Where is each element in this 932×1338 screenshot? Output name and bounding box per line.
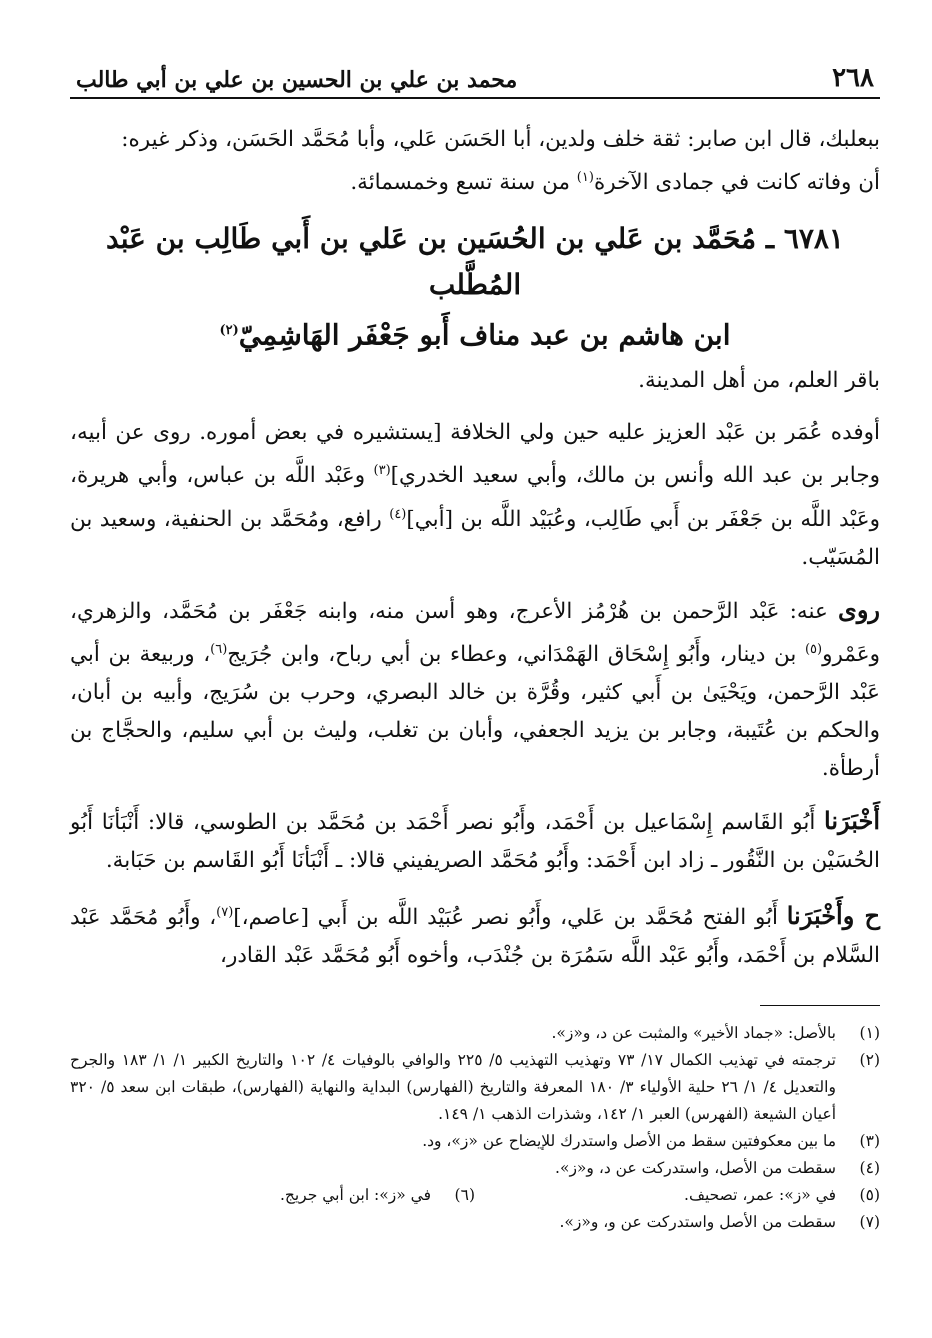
- text: وعَبْد اللَّه بن عباس، وأبي هريرة، وعَبْد اللَّه بن جَعْفَر بن أَبي طَالِب، وعُبَيْد اللَّه بن [أبي]: [70, 463, 880, 532]
- text: أن وفاته كانت في جمادى الآخرة: [593, 170, 880, 196]
- paragraph-4: [70, 591, 880, 788]
- text: ، وأَبُو مُحَمَّد عَبْد السَّلام بن أَحْمَد، وأَبُو عَبْد اللَّه سَمُرَة بن جُنْدَب، وأخوه أَبُو مُحَمَّد عَبْد القادر،: [70, 905, 880, 969]
- footnote-number: (٧): [859, 1213, 880, 1232]
- page-number: ٢٦٨: [832, 63, 874, 93]
- page-header: [70, 55, 880, 99]
- footnote-text: بالأصل: «جماد الأخير» والمثبت عن د، و«ز».: [551, 1024, 836, 1043]
- footnote-number: (٥): [859, 1186, 880, 1205]
- paragraph-2: [70, 362, 880, 400]
- footnote-number: (٣): [859, 1132, 880, 1151]
- text: ببعلبك، قال ابن صابر: ثقة خلف ولدين، أبا الحَسَن عَلي، وأبا مُحَمَّد الحَسَن، وذكر غيره:: [121, 127, 880, 152]
- text: باقر العلم، من أهل المدينة.: [638, 368, 880, 394]
- paragraph-1: [70, 121, 880, 202]
- footnote-ref: (١): [576, 170, 594, 185]
- keyword: روى: [838, 594, 880, 624]
- footnote-text: سقطت من الأصل واستدركت عن و، و«ز».: [559, 1213, 836, 1232]
- footnote-number: (٤): [859, 1159, 880, 1178]
- footnote-ref: (٢): [219, 323, 239, 339]
- text: ابن هاشم بن عبد مناف أَبو جَعْفَر الهَاشِمِيّ: [238, 318, 731, 352]
- page: [70, 55, 880, 1236]
- footnote-number: (٢): [859, 1051, 880, 1070]
- footnote-text: ترجمته في تهذيب الكمال ١٧/ ٧٣ وتهذيب التهذيب ٥/ ٢٢٥ والوافي بالوفيات ٤/ ١٠٢ والتاريخ الكبير ١/ ١/ ١٨٣ والجرح والتعديل ٤/ ١/ ٢٦ حلية الأولياء ٣/ ١٨٠ المعرفة والتاريخ (الفهارس) البداية والنهاية (الفهارس)، طبقات ابن سعد ٥/ ٣٢٠ أعيان الشيعة (الفهرس) العبر ١/ ١٤٢، وشذرات الذهب ١/ ١٤٩.: [70, 1051, 836, 1124]
- footnote-ref: (٥): [804, 641, 823, 657]
- entry-title: [70, 216, 880, 358]
- footnote-divider: [760, 1005, 880, 1006]
- entry-title-line-2: [70, 308, 880, 358]
- text: عنه: عَبْد الرَّحمن بن هُرْمُز الأعرج، وهو أسن منه، وابنه جَعْفَر بن مُحَمَّد، والزهري، وعَمْرو: [70, 598, 880, 667]
- footnote: [70, 1209, 880, 1236]
- footnote: [70, 1020, 880, 1047]
- footnote-text: ما بين معكوفتين سقط من الأصل واستدرك للإيضاح عن «ز»، ود.: [422, 1132, 836, 1151]
- main-text: [70, 121, 880, 975]
- footnote-ref: (٦): [210, 641, 228, 657]
- footnote-text: في «ز»: ابن أبي جريج.: [279, 1186, 431, 1205]
- keyword: أَخْبَرَنا: [824, 805, 880, 835]
- keyword: ح وأَخْبَرَنا: [786, 901, 880, 931]
- text: أَبُو القَاسم إِسْمَاعيل بن أَحْمَد، وأَبُو نصر أَحْمَد بن مُحَمَّد بن الطوسي، قالا: أَنْبَأنَا أَبُو الحُسَيْن بن النَّقُور ـ زاد ابن أَحْمَد: وأَبُو مُحَمَّد الصريفيني قالا: ـ أَنْبَأنَا أَبُو القَاسم بن حَبَابة.: [70, 809, 880, 873]
- running-title: محمد بن علي بن الحسين بن علي بن أبي طالب: [76, 67, 518, 93]
- footnote-number: (٦): [454, 1186, 475, 1205]
- text: من سنة تسع وخمسمائة.: [350, 170, 577, 196]
- text: أوفده عُمَر بن عَبْد العزيز عليه حين ولي الخلافة [يستشيره في بعض أموره. روى عن أبيه، وجابر بن عبد الله وأنس بن مالك، وأبي سعيد الخدري]: [70, 420, 880, 489]
- footnote: [70, 1047, 880, 1128]
- text: بن دينار، وأَبُو إِسْحَاق الهَمْدَاني، وعطاء بن أبي رباح، وابن جُرَيج: [227, 641, 805, 667]
- entry-title-line-1: ٦٧٨١ ـ مُحَمَّد بن عَلي بن الحُسَين بن عَلي بن أَبي طَالِب بن عَبْد المُطَّلب: [106, 222, 844, 302]
- text: ، وربيعة بن أبي عَبْد الرَّحمن، ويَحْيَىٰ بن أَبي كثير، وقُرَّة بن خالد البصري، وحرب بن سُرَيج، وأبيه بن أبان، والحكم بن عُتَيبة، وجابر بن يزيد الجعفي، وأبان بن تغلب، وليث بن أبي سليم، والحجَّاج بن أرطأة.: [70, 641, 880, 781]
- paragraph-3: [70, 414, 880, 576]
- footnote-ref: (٤): [389, 506, 407, 522]
- footnote-ref: (٧): [216, 904, 234, 920]
- footnote-text: سقطت من الأصل، واستدركت عن د، و«ز».: [555, 1159, 836, 1178]
- text: رافع، ومُحَمَّد بن الحنفية، وسعيد بن المُسَيّب.: [70, 506, 880, 570]
- footnote-number: (١): [859, 1024, 880, 1043]
- footnote: [475, 1182, 880, 1209]
- footnote: [70, 1155, 880, 1182]
- paragraph-5: [70, 802, 880, 880]
- footnote-text: في «ز»: عمر، تصحيف.: [684, 1186, 836, 1205]
- paragraph-6: [70, 894, 880, 975]
- footnote-pair: [70, 1182, 880, 1209]
- footnotes: [70, 1020, 880, 1236]
- text: أَبُو الفتح مُحَمَّد بن عَلي، وأَبُو نصر عُبَيْد اللَّه بن أَبي [عاصم،]: [233, 905, 787, 931]
- footnote: [70, 1182, 475, 1209]
- footnote: [70, 1128, 880, 1155]
- footnote-ref: (٣): [373, 463, 391, 479]
